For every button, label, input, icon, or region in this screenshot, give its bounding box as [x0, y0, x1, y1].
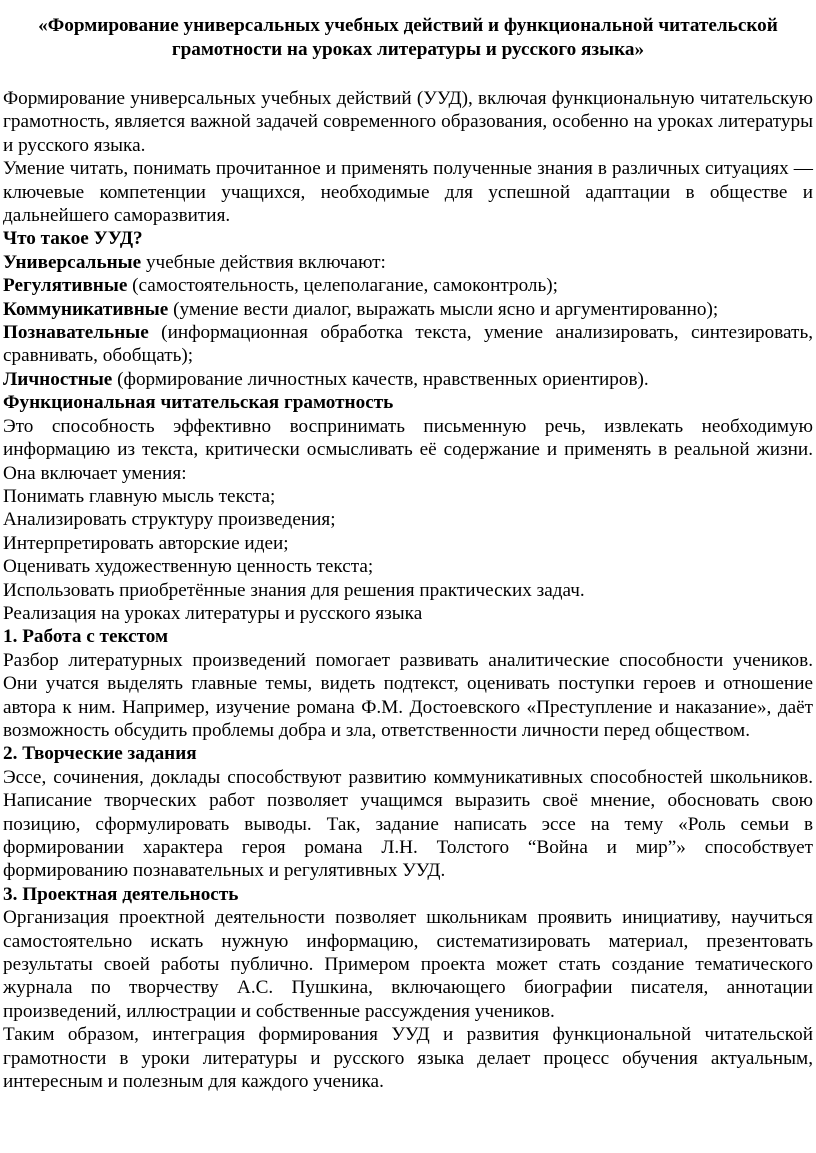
literacy-skill: Анализировать структуру произведения;: [3, 509, 336, 531]
document-title: [3, 14, 813, 62]
uud-term: Личностные: [3, 368, 113, 390]
literacy-skill: Понимать главную мысль текста;: [3, 485, 276, 507]
uud-item-communicative: [3, 298, 813, 321]
uud-lead: [3, 251, 813, 274]
title-line-1: «Формирование универсальных учебных действий и функциональной читательской: [38, 15, 778, 36]
section-text-text-work: Разбор литературных произведений помогает развивать аналитические способности учеников. Они учатся выделять главные темы, видеть подтекст, оценивать поступки героев и отношение автора к ним. Например, изучение романа Ф.М. Достоевского «Преступление и наказание», даёт возможность обсудить проблемы добра и зла, ответственности личности перед обществом.: [3, 649, 813, 741]
uud-desc: (формирование личностных качеств, нравственных ориентиров).: [112, 368, 649, 390]
intro-paragraph-2: Умение читать, понимать прочитанное и применять полученные знания в различных ситуациях — ключевые компетенции учащихся, необходимые для успешной адаптации в обществе и дальнейшего саморазвития.: [3, 158, 813, 227]
uud-term: Регулятивные: [3, 275, 128, 297]
uud-heading: Что такое УУД?: [3, 228, 143, 250]
uud-item-personal: [3, 368, 813, 391]
uud-lead-rest: учебные действия включают:: [141, 251, 386, 273]
conclusion-paragraph: Таким образом, интеграция формирования УУД и развития функциональной читательской грамотности в уроки литературы и русского языка делает процесс обучения актуальным, интересным и полезным для каждого ученика.: [3, 1024, 813, 1093]
literacy-skill: Оценивать художественную ценность текста;: [3, 556, 374, 578]
literacy-skill: Интерпретировать авторские идеи;: [3, 532, 289, 554]
section-text-creative-tasks: Эссе, сочинения, доклады способствуют развитию коммуникативных способностей школьников. Написание творческих работ позволяет учащимся выразить своё мнение, обосновать свою позицию, сформулировать выводы. Так, задание написать эссе на тему «Роль семьи в формировании характера героя романа Л.Н. Толстого “Война и мир”» способствует формированию познавательных и регулятивных УУД.: [3, 766, 813, 882]
uud-term: Познавательные: [3, 322, 149, 344]
uud-term: Коммуникативные: [3, 298, 169, 320]
section-heading-text-work: 1. Работа с текстом: [3, 626, 169, 648]
uud-item-cognitive: [3, 321, 813, 368]
uud-lead-bold: Универсальные: [3, 251, 142, 273]
section-text-project-activity: Организация проектной деятельности позволяет школьникам проявить инициативу, научиться самостоятельно искать нужную информацию, систематизировать материал, презентовать результаты своей работы публично. Примером проекта может стать создание тематического журнала по творчеству А.С. Пушкина, включающего биографии писателя, аннотации произведений, иллюстрации и собственные рассуждения учеников.: [3, 907, 813, 1022]
title-line-2: грамотности на уроках литературы и русского языка»: [171, 39, 645, 60]
uud-desc: (информационная обработка текста, умение анализировать, синтезировать, сравнивать, обобщать);: [3, 322, 813, 367]
section-heading-project-activity: 3. Проектная деятельность: [3, 883, 239, 905]
literacy-heading: Функциональная читательская грамотность: [3, 392, 394, 414]
implementation-heading: Реализация на уроках литературы и русского языка: [3, 602, 423, 624]
literacy-text: Это способность эффективно воспринимать письменную речь, извлекать необходимую информацию из текста, критически осмысливать её содержание и применять в реальной жизни. Она включает умения:: [3, 415, 813, 484]
uud-item-regulative: [3, 274, 813, 297]
uud-desc: (умение вести диалог, выражать мысли ясно и аргументированно);: [168, 298, 719, 320]
uud-desc: (самостоятельность, целеполагание, самоконтроль);: [127, 275, 558, 297]
section-heading-creative-tasks: 2. Творческие задания: [3, 743, 197, 765]
literacy-skill: Использовать приобретённые знания для решения практических задач.: [3, 579, 585, 601]
intro-paragraph-1: Формирование универсальных учебных действий (УУД), включая функциональную читательскую грамотность, является важной задачей современного образования, особенно на уроках литературы и русского языка.: [3, 88, 813, 156]
